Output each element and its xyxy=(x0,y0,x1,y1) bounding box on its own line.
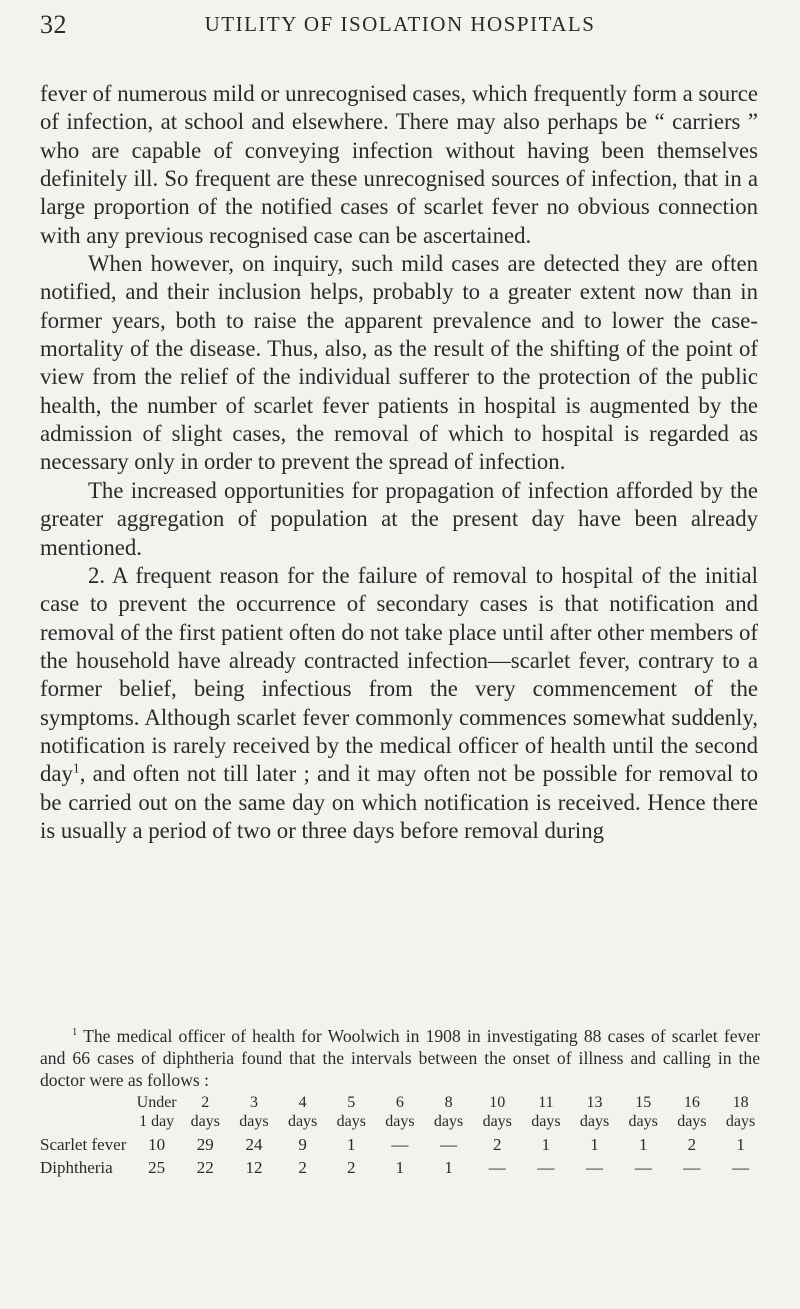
column-header-top: 15 xyxy=(635,1094,652,1111)
column-header-bottom: days xyxy=(725,1113,756,1130)
table-cell: — xyxy=(440,1135,458,1154)
column-header-top: Under xyxy=(136,1094,177,1111)
column-header xyxy=(278,1093,327,1131)
paragraph-text: 2. A frequent reason for the failure of removal to hospital of the initial case to prevent the occurrence of secondary cases is that notification and removal of the first patient often do not take place until after other members of the household have already contracted infection—scarlet fever, contrary to a former belief, being infectious from the very commencement of the symptoms. Although scarlet fever commonly commences somewhat suddenly, notification is rarely received by the medical officer of health until the second day xyxy=(40,562,758,787)
table-cell: — xyxy=(732,1158,750,1177)
column-header-bottom: 1 day xyxy=(139,1113,175,1130)
column-header xyxy=(522,1093,571,1131)
footnote-text xyxy=(40,1025,760,1091)
column-header-bottom: days xyxy=(677,1113,707,1130)
page-header xyxy=(40,10,760,50)
column-header-top: 8 xyxy=(444,1094,453,1111)
column-header xyxy=(181,1093,230,1131)
table-cell: 1 xyxy=(590,1135,599,1154)
table-cell: 1 xyxy=(444,1158,453,1177)
table-cell: 1 xyxy=(395,1158,405,1177)
column-header xyxy=(668,1093,717,1131)
table-cell: 24 xyxy=(245,1135,263,1154)
column-header-bottom: days xyxy=(482,1113,512,1130)
column-header xyxy=(570,1093,619,1131)
table-cell: — xyxy=(537,1158,555,1177)
column-header xyxy=(327,1093,376,1131)
column-header-top: 6 xyxy=(395,1094,404,1111)
column-header-top: 4 xyxy=(298,1094,307,1111)
table-cell: 22 xyxy=(196,1158,214,1177)
running-head: UTILITY OF ISOLATION HOSPITALS xyxy=(204,12,596,36)
table-cell: 12 xyxy=(245,1158,263,1177)
page-number: 32 xyxy=(40,10,67,39)
table-cell: 1 xyxy=(347,1135,356,1154)
column-header-bottom: days xyxy=(531,1113,561,1130)
column-header-bottom: days xyxy=(336,1113,366,1130)
paragraph: The increased opportunities for propagation of infection afforded by the greater aggregation of population at the present day have been already mentioned. xyxy=(40,477,758,560)
table-cell: 1 xyxy=(638,1135,648,1154)
column-header-bottom: days xyxy=(433,1113,464,1130)
table-cell: 2 xyxy=(687,1135,697,1154)
column-header xyxy=(424,1093,473,1131)
column-header-bottom: days xyxy=(385,1113,415,1130)
column-header-bottom: days xyxy=(190,1113,220,1130)
table-cell: 2 xyxy=(492,1135,502,1154)
table-cell: 1 xyxy=(541,1135,551,1154)
column-header xyxy=(376,1093,425,1131)
table-row-scarlet-fever xyxy=(40,1131,765,1154)
column-header-top: 13 xyxy=(586,1094,603,1111)
main-text xyxy=(40,80,758,845)
table-cell: 1 xyxy=(736,1135,745,1154)
column-header-top: 3 xyxy=(249,1094,258,1111)
column-header xyxy=(473,1093,522,1131)
paragraph-text: , and often not till later ; and it may often not be possible for removal to be carried out on the same day on which notification is received. Hence there is usually a period of two or three days before removal during xyxy=(40,761,758,843)
column-header-top: 10 xyxy=(489,1094,506,1111)
column-header-top: 16 xyxy=(683,1094,700,1111)
table-cell: — xyxy=(391,1135,409,1154)
column-header-top: 5 xyxy=(347,1094,356,1111)
footnote-ref[interactable]: 1 xyxy=(72,760,80,776)
footnote-body: The medical officer of health for Woolwich in 1908 in investigating 88 cases of scarlet fever and 66 cases of diphtheria found that the intervals between the onset of illness and calling in the doctor were as follows : xyxy=(40,1026,760,1090)
column-header-bottom: days xyxy=(579,1113,610,1130)
paragraph xyxy=(40,562,758,845)
column-header xyxy=(230,1093,279,1131)
table-cell: — xyxy=(488,1158,506,1177)
column-header-bottom: days xyxy=(287,1113,318,1130)
table-cell: 2 xyxy=(347,1158,356,1177)
table-header-row xyxy=(40,1093,765,1131)
table-cell: 9 xyxy=(298,1135,307,1154)
table-cell: — xyxy=(586,1158,604,1177)
paragraph: fever of numerous mild or unrecognised cases, which frequently form a source of infection, at school and elsewhere. There may also perhaps be “ carriers ” who are capable of conveying infection without having been themselves definitely ill. So frequent are these unrecognised sources of infection, that in a large proportion of the notified cases of scarlet fever no obvious connection with any previous recognised case can be ascertained. xyxy=(40,81,758,248)
row-label: Diphtheria xyxy=(40,1158,113,1177)
row-label: Scarlet fever xyxy=(40,1135,127,1154)
footnote-mark: 1 xyxy=(72,1027,78,1039)
paragraph: When however, on inquiry, such mild cases are detected they are often notified, and their inclusion helps, probably to a greater extent now than in former years, both to raise the apparent prevalence and to lower the case-mortality of the disease. Thus, also, as the result of the shifting of the point of view from the relief of the individual sufferer to the protection of the public health, the number of scarlet fever patients in hospital is augmented by the admission of slight cases, the removal of which to hospital is regarded as necessary only in order to prevent the spread of infection. xyxy=(40,251,758,475)
table-row-diphtheria xyxy=(40,1154,765,1177)
table-corner xyxy=(40,1093,132,1131)
column-header xyxy=(132,1093,181,1131)
table-cell: 10 xyxy=(148,1135,166,1154)
column-header xyxy=(619,1093,668,1131)
table-cell: 2 xyxy=(298,1158,307,1177)
table-cell: — xyxy=(634,1158,652,1177)
column-header-top: 11 xyxy=(538,1094,554,1111)
interval-table xyxy=(40,1093,765,1177)
table-cell: 29 xyxy=(196,1135,214,1154)
column-header-top: 2 xyxy=(201,1094,210,1111)
footnote xyxy=(40,1025,760,1091)
table-cell: 25 xyxy=(148,1158,166,1177)
column-header-bottom: days xyxy=(239,1113,269,1130)
column-header-top: 18 xyxy=(732,1094,749,1111)
table-cell: — xyxy=(683,1158,701,1177)
column-header-bottom: days xyxy=(628,1113,658,1130)
column-header xyxy=(716,1093,765,1131)
